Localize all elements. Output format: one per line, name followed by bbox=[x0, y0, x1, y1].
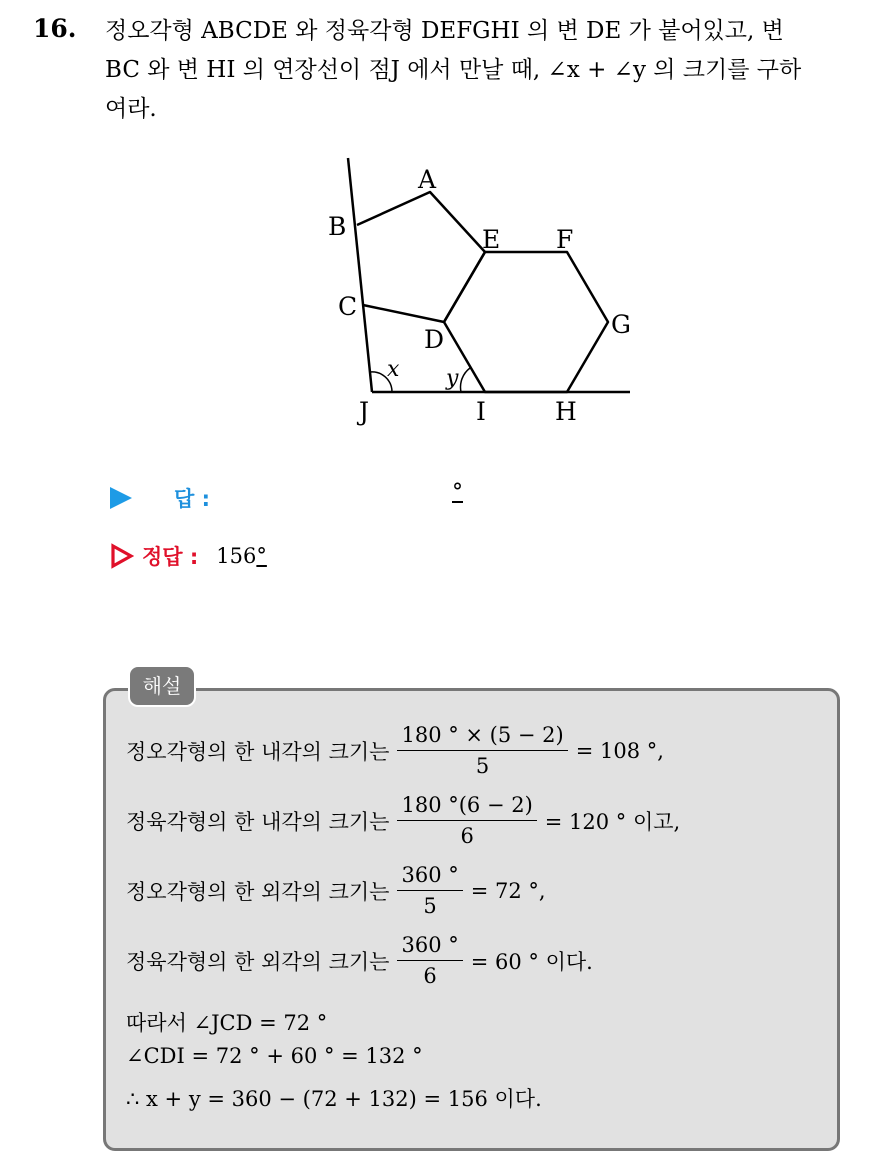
label-G: G bbox=[611, 310, 631, 339]
solution-line-7: ∴ x + y = 360 − (72 + 132) = 156 이다. bbox=[126, 1087, 542, 1111]
solution-line-3-prefix: 정오각형의 한 외각의 크기는 bbox=[126, 879, 390, 904]
label-H: H bbox=[555, 397, 577, 426]
angle-x-label: x bbox=[387, 357, 400, 382]
fraction-2-numerator: 180 °(6 − 2) bbox=[397, 792, 536, 821]
solution-line-3-suffix: = 72 °, bbox=[470, 878, 546, 903]
fraction-4 bbox=[397, 932, 462, 989]
fraction-3-denominator: 5 bbox=[423, 894, 437, 918]
solution-line-4-prefix: 정육각형의 한 외각의 크기는 bbox=[126, 949, 390, 974]
answer-label: 답 : bbox=[174, 487, 210, 511]
hexagon-edges bbox=[444, 252, 608, 392]
question-line-3: 여라. bbox=[105, 96, 157, 122]
question-line-2: BC 와 변 HI 의 연장선이 점J 에서 만날 때, ∠x + ∠y 의 크기를 구하 bbox=[105, 57, 802, 83]
label-F: F bbox=[556, 225, 574, 254]
label-C: C bbox=[338, 292, 358, 321]
label-D: D bbox=[424, 325, 445, 354]
fraction-4-numerator: 360 ° bbox=[397, 932, 462, 961]
angle-y-label: y bbox=[446, 366, 459, 391]
correct-answer-label: 정답 : bbox=[142, 545, 199, 569]
solution-line-6: ∠CDI = 72 ° + 60 ° = 132 ° bbox=[126, 1044, 423, 1068]
correct-answer-unit: ° bbox=[256, 544, 267, 568]
geometry-figure bbox=[320, 150, 640, 440]
answer-row bbox=[110, 483, 210, 513]
solution-line-4 bbox=[126, 932, 593, 989]
answer-blank-unit[interactable]: ° bbox=[452, 480, 463, 505]
label-A: A bbox=[418, 165, 437, 194]
correct-answer-number: 156 bbox=[216, 544, 257, 568]
question-text bbox=[105, 12, 870, 129]
fraction-3 bbox=[397, 862, 462, 919]
question-line-1: 정오각형 ABCDE 와 정육각형 DEFGHI 의 변 DE 가 붙어있고, 변 bbox=[105, 18, 784, 44]
line-bc-extension bbox=[348, 158, 372, 392]
filled-triangle-icon bbox=[110, 487, 132, 509]
question-number: 16. bbox=[33, 14, 77, 43]
angle-y-arc bbox=[460, 368, 470, 392]
solution-line-1-prefix: 정오각형의 한 내각의 크기는 bbox=[126, 739, 390, 764]
solution-line-1 bbox=[126, 722, 664, 779]
label-B: B bbox=[328, 212, 347, 241]
outline-triangle-icon bbox=[110, 543, 134, 569]
solution-line-2-suffix: = 120 ° 이고, bbox=[544, 809, 681, 834]
fraction-1-numerator: 180 ° × (5 − 2) bbox=[397, 722, 567, 751]
fraction-4-denominator: 6 bbox=[423, 964, 437, 988]
fraction-2 bbox=[397, 792, 536, 849]
solution-line-2 bbox=[126, 792, 680, 849]
label-J: J bbox=[359, 397, 370, 426]
solution-line-4-suffix: = 60 ° 이다. bbox=[470, 949, 593, 974]
solution-line-2-prefix: 정육각형의 한 내각의 크기는 bbox=[126, 809, 390, 834]
fraction-2-denominator: 6 bbox=[460, 824, 474, 848]
solution-tab: 해설 bbox=[128, 665, 196, 707]
fraction-3-numerator: 360 ° bbox=[397, 862, 462, 891]
pentagon-edges bbox=[357, 192, 485, 322]
correct-answer-row bbox=[110, 541, 267, 571]
solution-line-1-suffix: = 108 °, bbox=[575, 738, 664, 763]
solution-line-5: 따라서 ∠JCD = 72 ° bbox=[126, 1011, 328, 1035]
fraction-1 bbox=[397, 722, 567, 779]
label-I: I bbox=[476, 397, 486, 426]
solution-line-3 bbox=[126, 862, 546, 919]
fraction-1-denominator: 5 bbox=[475, 754, 490, 778]
correct-answer-value bbox=[216, 544, 267, 568]
label-E: E bbox=[482, 225, 501, 254]
